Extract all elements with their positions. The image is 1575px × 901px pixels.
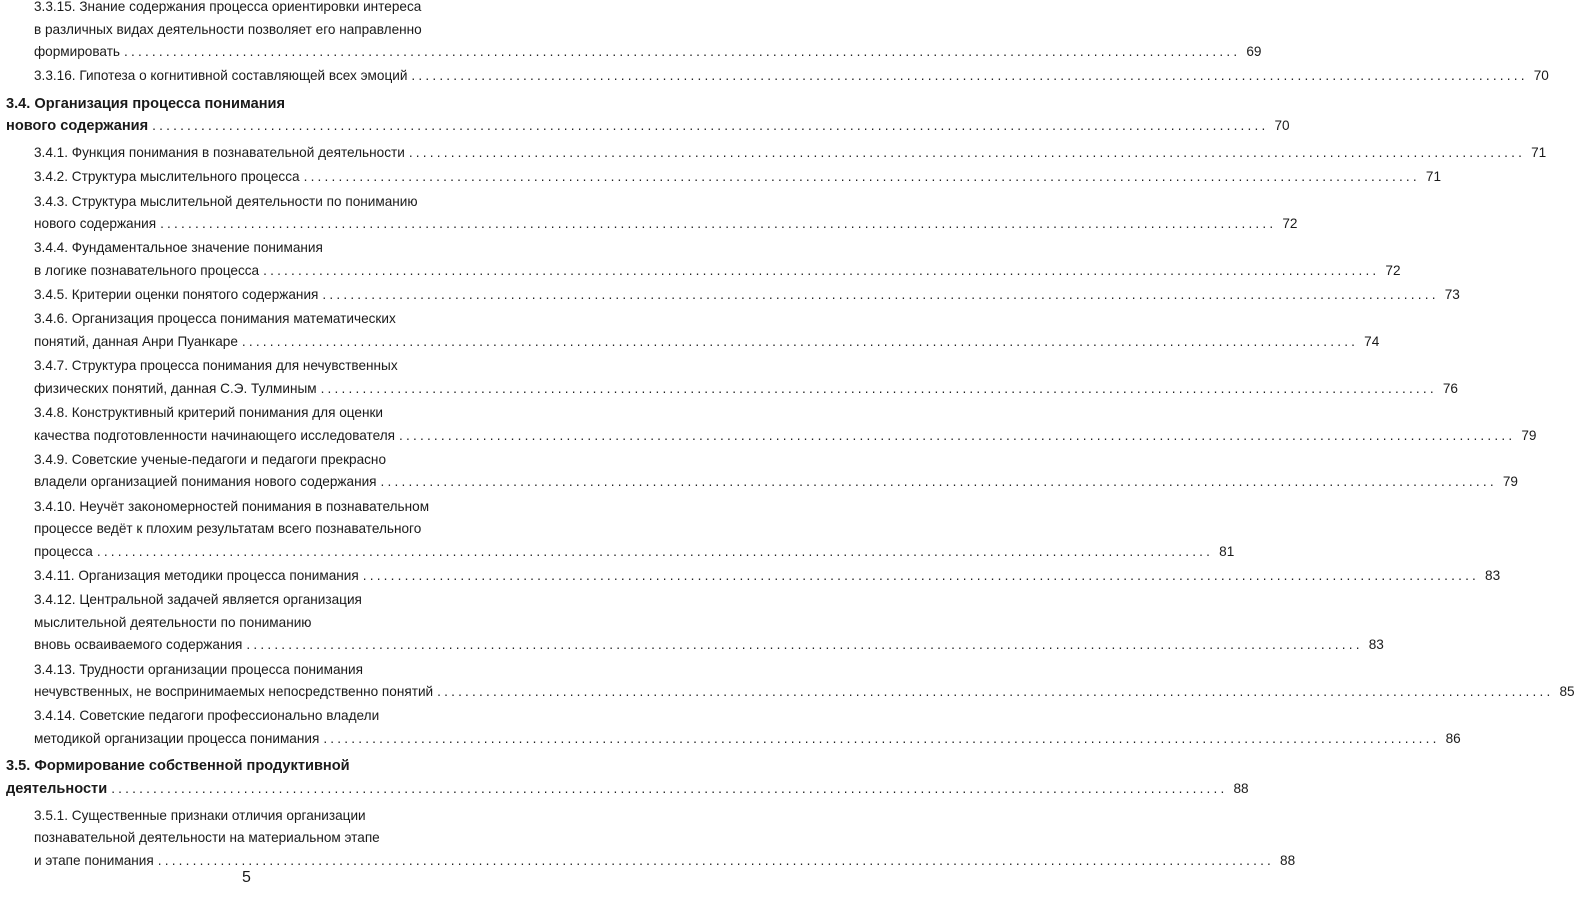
dot-leader: ................................................................................................................................................................ [437, 684, 1554, 700]
toc-page-number: 88 [1280, 852, 1296, 868]
toc-entry-last-line [34, 43, 1262, 61]
toc-page-number: 79 [1502, 474, 1518, 490]
toc-page-number: 83 [1485, 568, 1501, 583]
dot-leader: ................................................................................................................................................................ [399, 427, 1516, 443]
toc-entry-text: нечувственных, не воспринимаемых непосредственно понятий [34, 684, 434, 700]
toc-entry-text: понятий, данная Анри Пуанкаре [34, 333, 238, 349]
toc-entry-text: 3.4.12. Центральной задачей является организация [34, 592, 362, 608]
toc-entry-text: 3.5. Формирование собственной продуктивной [6, 758, 350, 775]
dot-leader: ................................................................................................................................................................ [322, 287, 1439, 303]
dot-leader: ................................................................................................................................................................ [263, 262, 1380, 278]
toc-page-number: 79 [1521, 427, 1537, 443]
toc-entry-last-line [34, 730, 1461, 748]
toc-entry-last-line [34, 67, 1549, 85]
toc-entry-text: процессе ведёт к плохим результатам всего познавательного [34, 521, 422, 537]
toc-entry-text: познавательной деятельности на материальном этапе [34, 830, 380, 846]
toc-page-number: 72 [1385, 262, 1401, 278]
toc-entry-text: 3.4.1. Функция понимания в познавательной деятельности [34, 145, 405, 161]
toc-entry-last-line [34, 262, 1401, 280]
toc-entry-text: нового содержания [6, 118, 149, 135]
toc-entry-text: 3.4.3. Структура мыслительной деятельности по пониманию [34, 193, 418, 209]
toc-page-number: 81 [1219, 543, 1235, 559]
dot-leader: ................................................................................................................................................................ [246, 637, 1363, 653]
toc-page-number: 74 [1364, 333, 1380, 349]
toc-page-number: 88 [1233, 780, 1249, 796]
toc-entry-last-line [34, 427, 1537, 445]
toc-entry-text: в логике познавательного процесса [34, 262, 260, 278]
toc-entry-last-line [34, 380, 1458, 398]
toc-entry-last-line [34, 683, 1575, 701]
toc-entry-text: физических понятий, данная С.Э. Тулминым [34, 380, 317, 396]
toc-entry-text: 3.5.1. Существенные признаки отличия организации [34, 807, 366, 823]
toc-page-number: 70 [1274, 118, 1290, 134]
toc-entry-text: качества подготовленности начинающего исследователя [34, 427, 396, 443]
toc-page-number: 86 [1445, 730, 1461, 746]
dot-leader: ................................................................................................................................................................ [111, 780, 1228, 796]
toc-entry-last-line [34, 286, 1460, 304]
toc-entry-text: 3.4.9. Советские ученые-педагоги и педагоги прекрасно [34, 451, 387, 467]
dot-leader: ................................................................................................................................................................ [152, 118, 1269, 134]
dot-leader: ................................................................................................................................................................ [408, 145, 1526, 161]
toc-entry-last-line [34, 543, 1235, 561]
toc-entry-text: 3.3.16. Гипотеза о когнитивной составляющей всех эмоций [34, 68, 408, 84]
toc-entry-text: 3.4.11. Организация методики процесса понимания [34, 568, 359, 583]
toc-entry-text: 3.4.5. Критерии оценки понятого содержания [34, 287, 319, 303]
toc-entry-text: в различных видах деятельности позволяет его направленно [34, 21, 422, 37]
dot-leader: ................................................................................................................................................................ [380, 474, 1497, 490]
toc-entry-text: и этапе понимания [34, 852, 154, 868]
toc-entry-text: 3.4.13. Трудности организации процесса понимания [34, 661, 364, 677]
toc-entry-text: 3.4. Организация процесса понимания [6, 95, 285, 112]
toc-entry-last-line [34, 473, 1518, 491]
dot-leader: ................................................................................................................................................................ [160, 216, 1277, 232]
toc-entry-last-line [34, 144, 1547, 162]
toc-entry-text: мыслительной деятельности по пониманию [34, 614, 312, 630]
toc-page-number: 73 [1444, 287, 1460, 303]
toc-entry-text: владели организацией понимания нового содержания [34, 474, 377, 490]
dot-leader: ................................................................................................................................................................ [241, 333, 1359, 349]
toc-page-number: 85 [1559, 684, 1575, 700]
toc-entry-text: 3.4.7. Структура процесса понимания для нечувственных [34, 358, 398, 374]
toc-entry-text: 3.4.6. Организация процесса понимания математических [34, 311, 396, 327]
dot-leader: ................................................................................................................................................................ [96, 543, 1214, 559]
toc-entry-text: 3.4.10. Неучёт закономерностей понимания в познавательном [34, 498, 430, 514]
toc-entry-text: процесса [34, 543, 93, 559]
toc-entry-text: формировать [34, 44, 121, 60]
toc-entry-text: нового содержания [34, 216, 157, 232]
toc-page-number: 70 [1533, 68, 1549, 84]
toc-page-number: 69 [1246, 44, 1262, 60]
toc-entry-last-line [6, 117, 1290, 135]
toc-entry-last-line [34, 333, 1380, 351]
toc-entry-text: 3.4.14. Советские педагоги профессионально владели [34, 708, 380, 724]
toc-entry-last-line [6, 780, 1249, 798]
dot-leader: ................................................................................................................................................................ [320, 380, 1437, 396]
toc-page-number: 72 [1282, 216, 1298, 232]
toc-entry-text: 3.4.8. Конструктивный критерий понимания для оценки [34, 405, 384, 420]
toc-entry-text: 3.4.2. Структура мыслительного процесса [34, 169, 300, 185]
page-number: 5 [242, 869, 251, 886]
dot-leader: ................................................................................................................................................................ [362, 568, 1480, 583]
dot-leader: ................................................................................................................................................................ [323, 730, 1440, 746]
toc-entry-last-line [34, 636, 1384, 654]
toc-page-number: 71 [1425, 169, 1442, 185]
dot-leader: ................................................................................................................................................................ [157, 852, 1275, 868]
toc-page-number: 83 [1368, 637, 1384, 653]
dot-leader: ................................................................................................................................................................ [124, 44, 1241, 60]
toc-entry-text: 3.3.15. Знание содержания процесса ориентировки интереса [34, 0, 422, 14]
toc-entry-last-line [34, 168, 1442, 186]
toc-entry-last-line [34, 215, 1298, 233]
toc-page-number: 76 [1442, 380, 1458, 396]
toc-entry-text: вновь осваиваемого содержания [34, 637, 243, 653]
dot-leader: ................................................................................................................................................................ [303, 169, 1420, 185]
toc-entry-text: 3.4.4. Фундаментальное значение понимания [34, 240, 323, 256]
toc-entry-last-line [34, 567, 1501, 585]
toc-entry-text: деятельности [6, 780, 108, 797]
toc-entry-text: методикой организации процесса понимания [34, 730, 320, 746]
toc-page-number: 71 [1531, 145, 1547, 161]
dot-leader: ................................................................................................................................................................ [411, 68, 1528, 84]
